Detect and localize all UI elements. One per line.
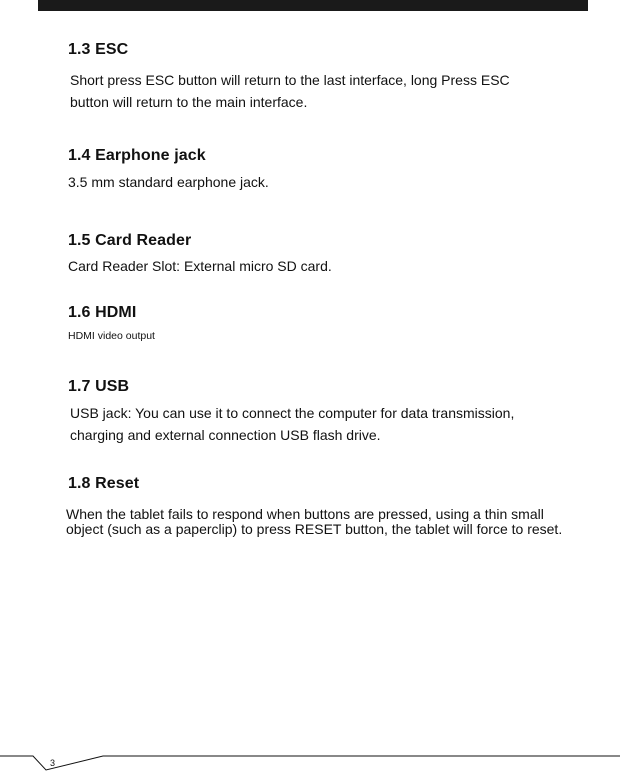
esc-text-line-1: Short press ESC button will return to the last interface, long Press ESC [70,72,510,88]
usb-text-line-1: USB jack: You can use it to connect the computer for data transmission, [70,405,515,421]
section-heading-usb: 1.7 USB [68,378,130,395]
page-number: 3 [50,758,56,768]
header-bar [38,0,588,11]
footer-rule [0,740,620,772]
reset-text-line-2: object (such as a paperclip) to press RESET button, the tablet will force to reset. [66,521,563,537]
section-heading-hdmi: 1.6 HDMI [68,304,137,321]
section-heading-esc: 1.3 ESC [68,41,129,58]
esc-text-line-2: button will return to the main interface. [70,94,308,110]
section-heading-reset: 1.8 Reset [68,475,140,492]
earphone-jack-text: 3.5 mm standard earphone jack. [68,174,269,190]
section-heading-card-reader: 1.5 Card Reader [68,232,192,249]
card-reader-text: Card Reader Slot: External micro SD card. [68,258,332,274]
reset-text-line-1: When the tablet fails to respond when buttons are pressed, using a thin small [66,506,544,522]
hdmi-text: HDMI video output [68,330,155,342]
usb-text-line-2: charging and external connection USB flash drive. [70,427,381,443]
section-heading-earphone-jack: 1.4 Earphone jack [68,147,206,164]
